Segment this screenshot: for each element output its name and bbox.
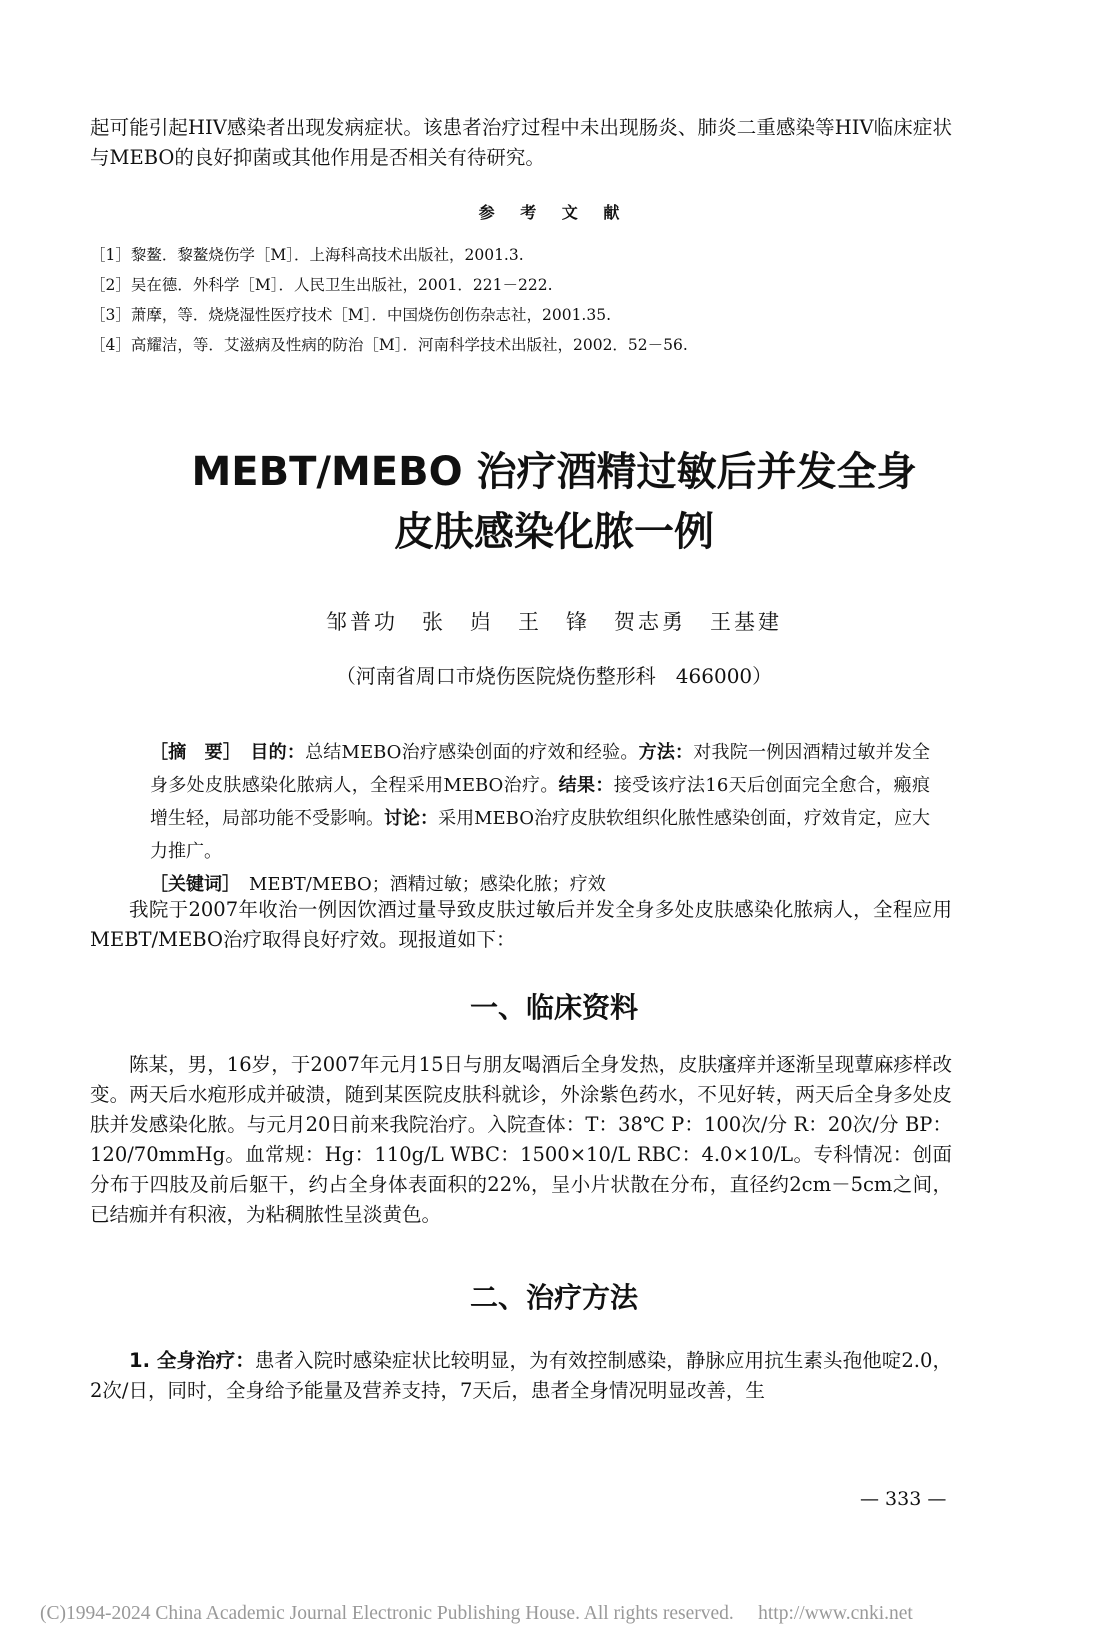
reference-item: ［3］萧摩，等．烧烧湿性医疗技术［M］．中国烧伤创伤杂志社，2001.35.: [90, 306, 612, 324]
affiliation: （河南省周口市烧伤医院烧伤整形科 466000）: [335, 664, 773, 688]
title-line-1: MEBT/MEBO 治疗酒精过敏后并发全身: [191, 449, 917, 495]
treatment-item-text: 患者入院时感染症状比较明显，为有效控制感染，静脉应用抗生素头孢他啶2.0，2次/日，同时，全身给予能量及营养支持，7天后，患者全身情况明显改善，生: [90, 1349, 953, 1402]
method-text: 对我院一例因酒精过敏并发全身多处皮肤感染化脓病人，全程采用MEBO治疗。: [150, 742, 931, 796]
section-heading-1: 一、临床资料: [469, 991, 638, 1024]
discussion-label: 讨论：: [384, 808, 439, 829]
keywords-text: MEBT/MEBO；酒精过敏；感染化脓；疗效: [249, 874, 606, 895]
result-label: 结果：: [558, 775, 614, 796]
reference-item: ［1］黎鳌．黎鳌烧伤学［M］．上海科高技术出版社，2001.3.: [90, 246, 524, 264]
reference-item: ［2］吴在德．外科学［M］．人民卫生出版社，2001．221－222.: [90, 276, 553, 294]
page-number: — 333 —: [860, 1488, 947, 1510]
reference-list: [90, 240, 950, 360]
article-title: [0, 442, 1108, 562]
continued-paragraph: 起可能引起HIV感染者出现发病症状。该患者治疗过程中未出现肠炎、肺炎二重感染等HIV临床症状与MEBO的良好抑菌或其他作用是否相关有待研究。: [90, 116, 952, 169]
purpose-text: 总结MEBO治疗感染创面的疗效和经验。: [305, 742, 639, 763]
treatment-paragraph: [90, 1346, 952, 1406]
result-text: 接受该疗法16天后创面完全愈合，瘢痕增生轻，局部功能不受影响。: [150, 775, 931, 829]
reference-item: ［4］高耀洁，等．艾滋病及性病的防治［M］．河南科学技术出版社，2002．52－56.: [90, 336, 688, 354]
treatment-item-label: 1. 全身治疗：: [129, 1349, 255, 1372]
discussion-text: 采用MEBO治疗皮肤软组织化脓性感染创面，疗效肯定，应大力推广。: [150, 808, 931, 862]
authors: 邹普功 张 岿 王 锋 贺志勇 王基建: [326, 610, 782, 634]
title-line-2: 皮肤感染化脓一例: [394, 509, 714, 555]
references-title: 参 考 文 献: [478, 203, 630, 222]
copyright-footer: (C)1994-2024 China Academic Journal Electronic Publishing House. All rights reserved. http://www.cnki.net: [40, 1603, 913, 1624]
abstract: [150, 736, 930, 868]
purpose-label: 目的：: [250, 742, 306, 763]
abstract-label: ［摘 要］: [150, 742, 233, 763]
method-label: 方法：: [638, 742, 694, 763]
keywords-label: ［关键词］: [150, 874, 231, 895]
clinical-data-paragraph: 陈某，男，16岁，于2007年元月15日与朋友喝酒后全身发热，皮肤瘙痒并逐渐呈现蕈麻疹样改变。两天后水疱形成并破溃，随到某医院皮肤科就诊，外涂紫色药水，不见好转，两天后全身多处皮肤并发感染化脓。与元月20日前来我院治疗。入院查体：T：38℃ P：100次/分 R：20次/分 BP：120/70mmHg。血常规：Hg：110g/L WBC：1500×10/L RBC：4.0×10/L。专科情况：创面分布于四肢及前后躯干，约占全身体表面积的22%，呈小片状散在分布，直径约2cm－5cm之间，已结痂并有积液，为粘稠脓性呈淡黄色。: [90, 1053, 952, 1226]
section-heading-2: 二、治疗方法: [469, 1281, 638, 1314]
intro-paragraph: 我院于2007年收治一例因饮酒过量导致皮肤过敏后并发全身多处皮肤感染化脓病人，全程应用MEBT/MEBO治疗取得良好疗效。现报道如下：: [90, 898, 952, 951]
